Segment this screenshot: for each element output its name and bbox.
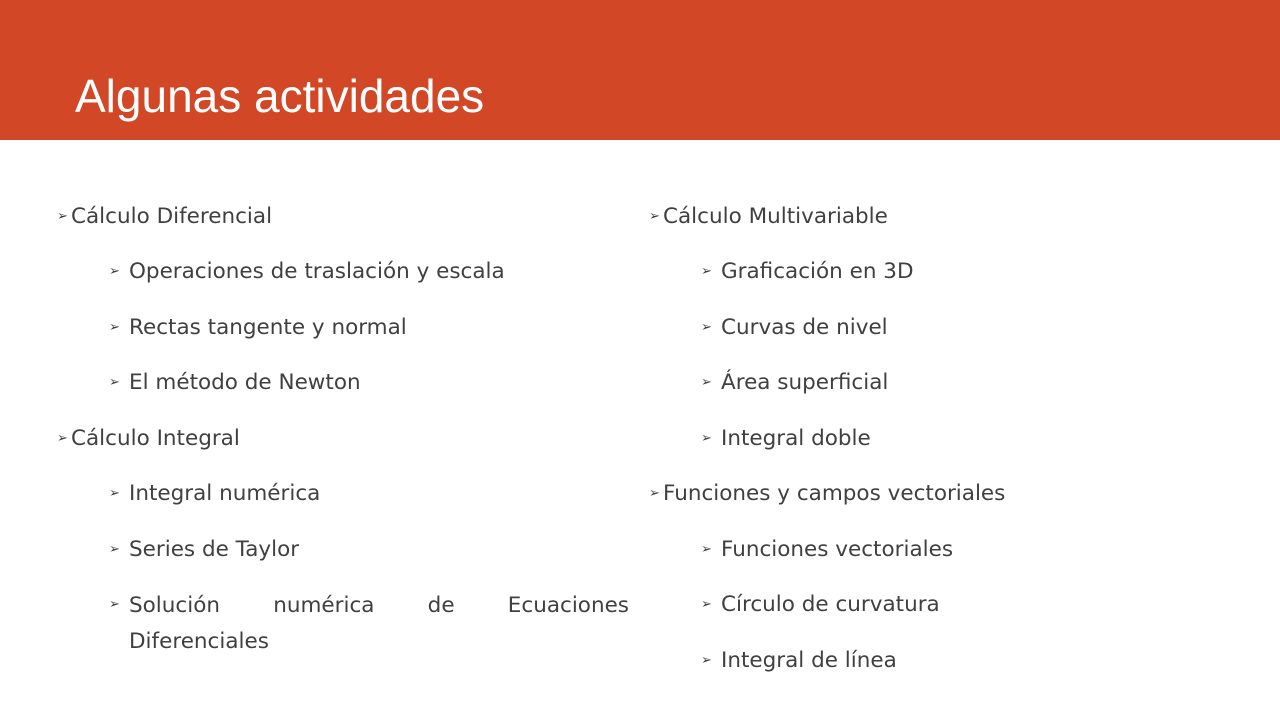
list-item-text: Cálculo Integral [71, 426, 240, 451]
list-item [701, 533, 954, 567]
arrow-bullet-icon: ➢ [109, 375, 120, 390]
list-item [701, 422, 871, 456]
list-item-text: El método de Newton [129, 370, 361, 395]
list-item-text: Cálculo Multivariable [663, 204, 888, 229]
list-item-text: Curvas de nivel [721, 315, 888, 340]
list-item [701, 588, 940, 622]
list-item-text: Series de Taylor [129, 537, 300, 562]
list-item [649, 477, 1006, 511]
list-item-text: Funciones y campos vectoriales [663, 481, 1006, 506]
arrow-bullet-icon: ➢ [701, 264, 712, 279]
list-item [109, 366, 361, 400]
list-item-text: Funciones vectoriales [721, 537, 954, 562]
arrow-bullet-icon: ➢ [701, 653, 712, 668]
list-item-text: Graficación en 3D [721, 259, 914, 284]
arrow-bullet-icon: ➢ [109, 597, 120, 612]
title-bar [0, 0, 1280, 140]
list-item [109, 533, 300, 567]
list-item-text: Rectas tangente y normal [129, 315, 407, 340]
list-item-text: Círculo de curvatura [721, 592, 940, 617]
list-item [701, 644, 897, 678]
arrow-bullet-icon: ➢ [701, 320, 712, 335]
arrow-bullet-icon: ➢ [57, 209, 68, 224]
arrow-bullet-icon: ➢ [649, 486, 660, 501]
arrow-bullet-icon: ➢ [109, 486, 120, 501]
arrow-bullet-icon: ➢ [109, 264, 120, 279]
list-item-text: Integral numérica [129, 481, 321, 506]
arrow-bullet-icon: ➢ [701, 431, 712, 446]
slide-title: Algunas actividades [75, 70, 485, 122]
arrow-bullet-icon: ➢ [109, 320, 120, 335]
list-item [109, 588, 629, 660]
list-item-text: Operaciones de traslación y escala [129, 259, 505, 284]
arrow-bullet-icon: ➢ [649, 209, 660, 224]
list-item [701, 255, 914, 289]
arrow-bullet-icon: ➢ [701, 542, 712, 557]
arrow-bullet-icon: ➢ [701, 597, 712, 612]
list-item-text: Cálculo Diferencial [71, 204, 273, 229]
arrow-bullet-icon: ➢ [701, 375, 712, 390]
arrow-bullet-icon: ➢ [57, 431, 68, 446]
list-item [109, 255, 505, 289]
list-item-text: Integral doble [721, 426, 871, 451]
list-item [57, 200, 273, 234]
list-item-text: Integral de línea [721, 648, 897, 673]
list-item [701, 311, 888, 345]
list-item-text: Solución numérica de Ecuaciones Diferenciales [129, 593, 629, 654]
list-item-text: Área superficial [721, 370, 889, 395]
list-item [57, 422, 240, 456]
list-item [109, 311, 407, 345]
arrow-bullet-icon: ➢ [109, 542, 120, 557]
list-item [109, 477, 321, 511]
list-item [649, 200, 888, 234]
list-item [701, 366, 889, 400]
